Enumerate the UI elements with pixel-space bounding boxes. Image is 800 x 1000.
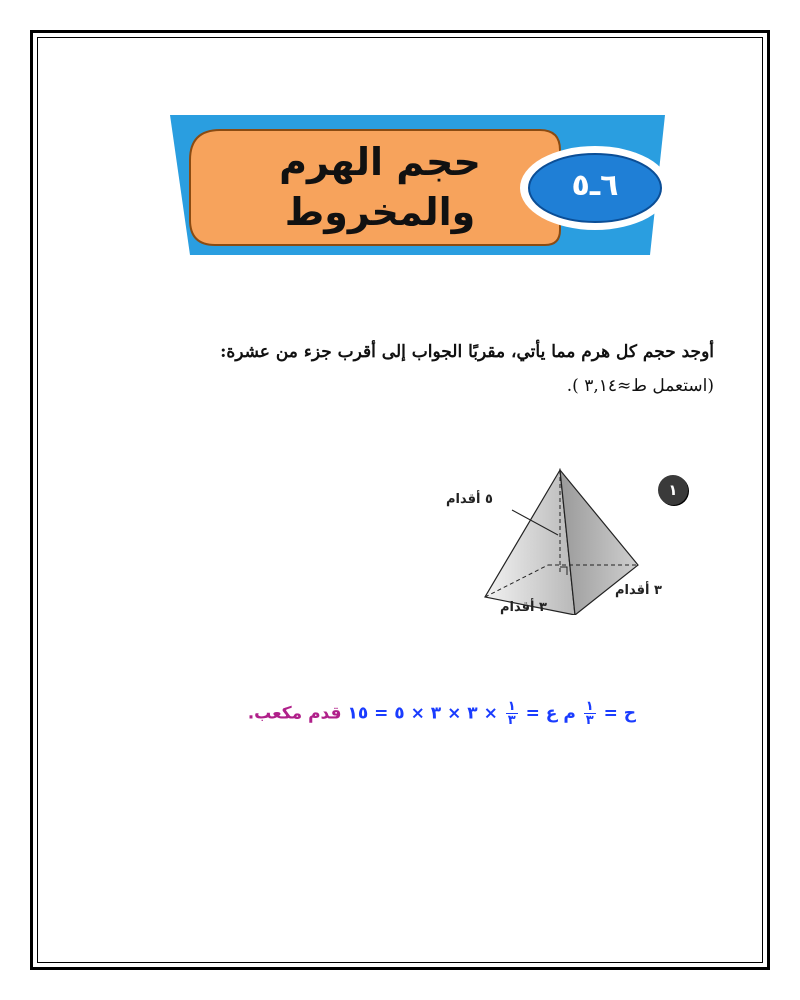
answer-line: ح = $\frac{١}{٣}$ م ع = $\frac{١}{٣}$ × ٣ × ٣ × ٥ = ١٥ قدم مكعب. — [247, 699, 636, 728]
lesson-title-line1: حجم الهرم — [279, 140, 481, 184]
fraction-one-third: $\frac{١}{٣}$ — [585, 699, 594, 728]
fraction-one-third-2: $\frac{١}{٣}$ — [507, 699, 516, 728]
answer-base-height: م ع — [545, 703, 576, 724]
exercise-number-badge: ١ — [658, 475, 688, 505]
label-height: ٥ أقدام — [446, 492, 493, 507]
answer-unit: قدم مكعب. — [247, 703, 342, 724]
answer-v: ح — [623, 703, 636, 724]
lesson-number: ٦ـ٥ — [571, 168, 619, 203]
label-side-bottom: ٣ أقدام — [500, 600, 547, 615]
instructions-line2: (استعمل ط≈٣,١٤ ). — [566, 376, 714, 396]
label-side-right: ٣ أقدام — [615, 583, 662, 598]
answer-result: ١٥ — [347, 703, 369, 724]
lesson-title-line2: والمخروط — [284, 190, 476, 234]
instructions-line1: أوجد حجم كل هرم مما يأتي، مقربًا الجواب إلى أقرب جزء من عشرة: — [220, 342, 714, 362]
answer-product: ٣ × ٣ × ٥ — [394, 703, 478, 724]
